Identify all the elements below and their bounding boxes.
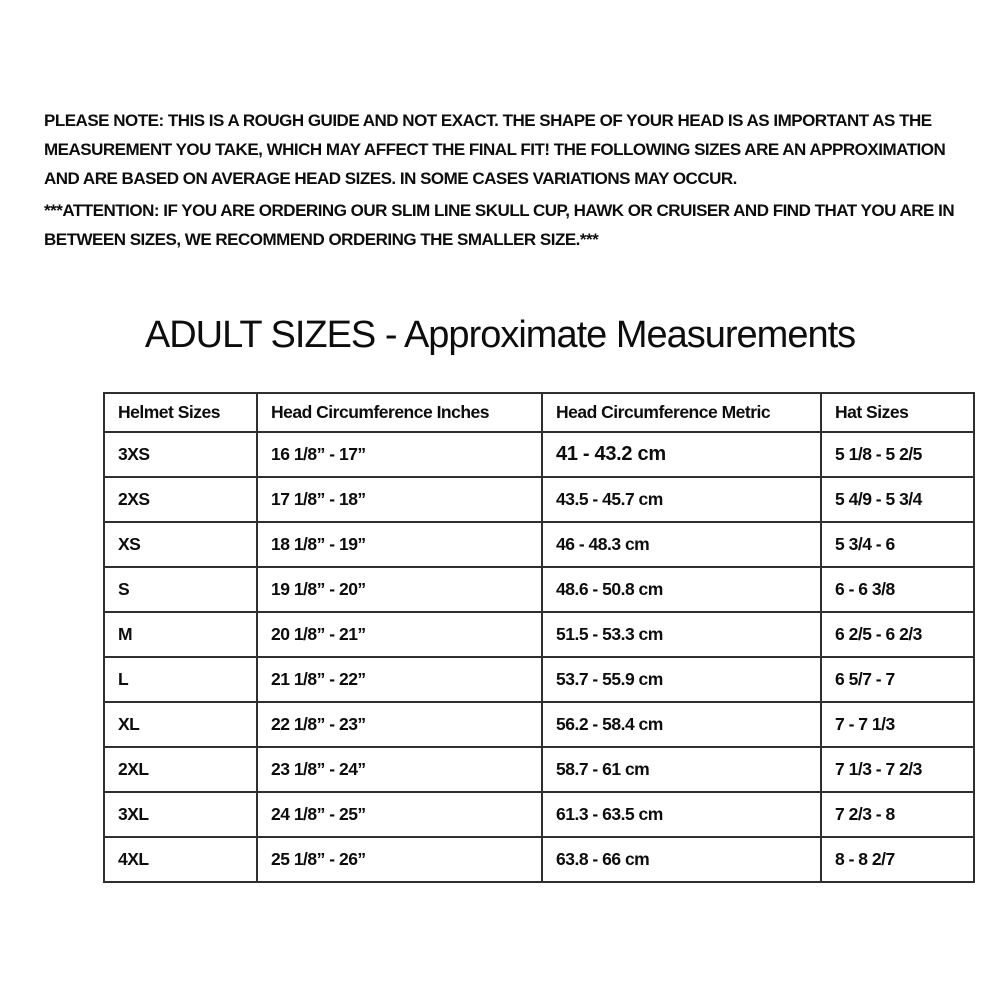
inches-cell: 25 1/8” - 26”	[257, 837, 542, 882]
metric-cell: 41 - 43.2 cm	[542, 432, 821, 477]
metric-cell: 61.3 - 63.5 cm	[542, 792, 821, 837]
table-row-s	[104, 567, 974, 612]
hat-size-cell: 7 - 7 1/3	[821, 702, 974, 747]
hat-size-cell: 6 - 6 3/8	[821, 567, 974, 612]
hat-size-cell: 5 4/9 - 5 3/4	[821, 477, 974, 522]
helmet-size-cell: L	[104, 657, 257, 702]
hat-size-cell: 5 1/8 - 5 2/5	[821, 432, 974, 477]
metric-cell: 53.7 - 55.9 cm	[542, 657, 821, 702]
metric-cell: 58.7 - 61 cm	[542, 747, 821, 792]
attention-paragraph: ***ATTENTION: IF YOU ARE ORDERING OUR SLIM LINE SKULL CUP, HAWK OR CRUISER AND FIND THAT YOU ARE IN BETWEEN SIZES, WE RECOMMEND ORDERING THE SMALLER SIZE.***	[44, 201, 955, 249]
hat-size-cell: 6 5/7 - 7	[821, 657, 974, 702]
inches-cell: 24 1/8” - 25”	[257, 792, 542, 837]
helmet-size-cell: 2XL	[104, 747, 257, 792]
helmet-size-cell: M	[104, 612, 257, 657]
inches-cell: 22 1/8” - 23”	[257, 702, 542, 747]
table-row-4xl	[104, 837, 974, 882]
column-header-helmet-size: Helmet Sizes	[104, 393, 257, 432]
hat-size-cell: 7 2/3 - 8	[821, 792, 974, 837]
table-row-m	[104, 612, 974, 657]
table-row-2xs	[104, 477, 974, 522]
metric-cell: 56.2 - 58.4 cm	[542, 702, 821, 747]
table-row-3xs	[104, 432, 974, 477]
table-row-l	[104, 657, 974, 702]
hat-size-cell: 8 - 8 2/7	[821, 837, 974, 882]
page-title: ADULT SIZES - Approximate Measurements	[144, 314, 856, 356]
table-row-3xl	[104, 792, 974, 837]
inches-cell: 20 1/8” - 21”	[257, 612, 542, 657]
column-header-hat-size: Hat Sizes	[821, 393, 974, 432]
helmet-size-cell: XS	[104, 522, 257, 567]
note-paragraph: PLEASE NOTE: THIS IS A ROUGH GUIDE AND NOT EXACT. THE SHAPE OF YOUR HEAD IS AS IMPORTANT AS THE MEASUREMENT YOU TAKE, WHICH MAY AFFECT THE FINAL FIT! THE FOLLOWING SIZES ARE AN APPROXIMATION AND ARE BASED ON AVERAGE HEAD SIZES. IN SOME CASES VARIATIONS MAY OCCUR.	[44, 111, 946, 188]
inches-cell: 18 1/8” - 19”	[257, 522, 542, 567]
metric-cell: 43.5 - 45.7 cm	[542, 477, 821, 522]
helmet-size-cell: 3XS	[104, 432, 257, 477]
inches-cell: 21 1/8” - 22”	[257, 657, 542, 702]
hat-size-cell: 5 3/4 - 6	[821, 522, 974, 567]
hat-size-cell: 7 1/3 - 7 2/3	[821, 747, 974, 792]
column-header-metric: Head Circumference Metric	[542, 393, 821, 432]
inches-cell: 23 1/8” - 24”	[257, 747, 542, 792]
helmet-size-cell: 4XL	[104, 837, 257, 882]
metric-cell: 48.6 - 50.8 cm	[542, 567, 821, 612]
column-header-inches: Head Circumference Inches	[257, 393, 542, 432]
metric-cell: 51.5 - 53.3 cm	[542, 612, 821, 657]
inches-cell: 16 1/8” - 17”	[257, 432, 542, 477]
metric-cell: 46 - 48.3 cm	[542, 522, 821, 567]
table-header-row	[104, 393, 974, 432]
inches-cell: 17 1/8” - 18”	[257, 477, 542, 522]
metric-cell: 63.8 - 66 cm	[542, 837, 821, 882]
inches-cell: 19 1/8” - 20”	[257, 567, 542, 612]
size-table	[103, 392, 975, 883]
helmet-size-cell: XL	[104, 702, 257, 747]
table-row-xs	[104, 522, 974, 567]
helmet-size-cell: 3XL	[104, 792, 257, 837]
table-row-2xl	[104, 747, 974, 792]
hat-size-cell: 6 2/5 - 6 2/3	[821, 612, 974, 657]
helmet-size-cell: S	[104, 567, 257, 612]
table-row-xl	[104, 702, 974, 747]
helmet-size-cell: 2XS	[104, 477, 257, 522]
